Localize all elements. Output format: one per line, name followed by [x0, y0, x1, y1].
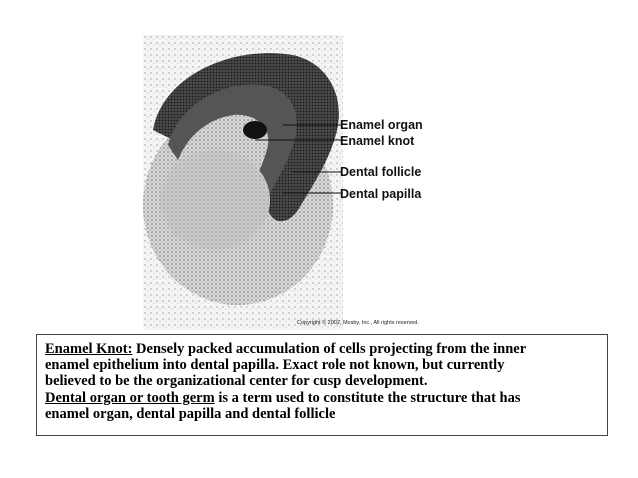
tooth-germ-micrograph — [143, 35, 443, 330]
dental-papilla-texture — [160, 150, 270, 250]
histology-figure — [143, 35, 443, 330]
term-dental-organ: Dental organ or tooth germ — [45, 389, 215, 406]
caption-line-4 — [45, 390, 607, 406]
term-enamel-knot: Enamel Knot: — [45, 341, 133, 357]
label-enamel-organ: Enamel organ — [340, 118, 423, 132]
caption-line-2: enamel epithelium into dental papilla. Exact role not known, but currently — [45, 357, 505, 374]
enamel-knot-region — [243, 121, 267, 139]
label-enamel-knot: Enamel knot — [340, 134, 415, 148]
copyright-notice: Copyright © 2002, Mosby, Inc., All rights reserved. — [297, 320, 419, 326]
caption-line-5: enamel organ, dental papilla and dental follicle — [45, 405, 336, 422]
caption-line-1 — [45, 341, 607, 357]
label-dental-follicle: Dental follicle — [340, 165, 422, 179]
caption-line-4-text: is a term used to constitute the structure that has — [214, 389, 521, 406]
label-dental-papilla: Dental papilla — [340, 187, 422, 201]
caption-line-3: believed to be the organizational center for cusp development. — [45, 373, 428, 390]
caption-box — [36, 334, 608, 436]
caption-line-1-text: Densely packed accumulation of cells projecting from the inner — [132, 341, 527, 357]
